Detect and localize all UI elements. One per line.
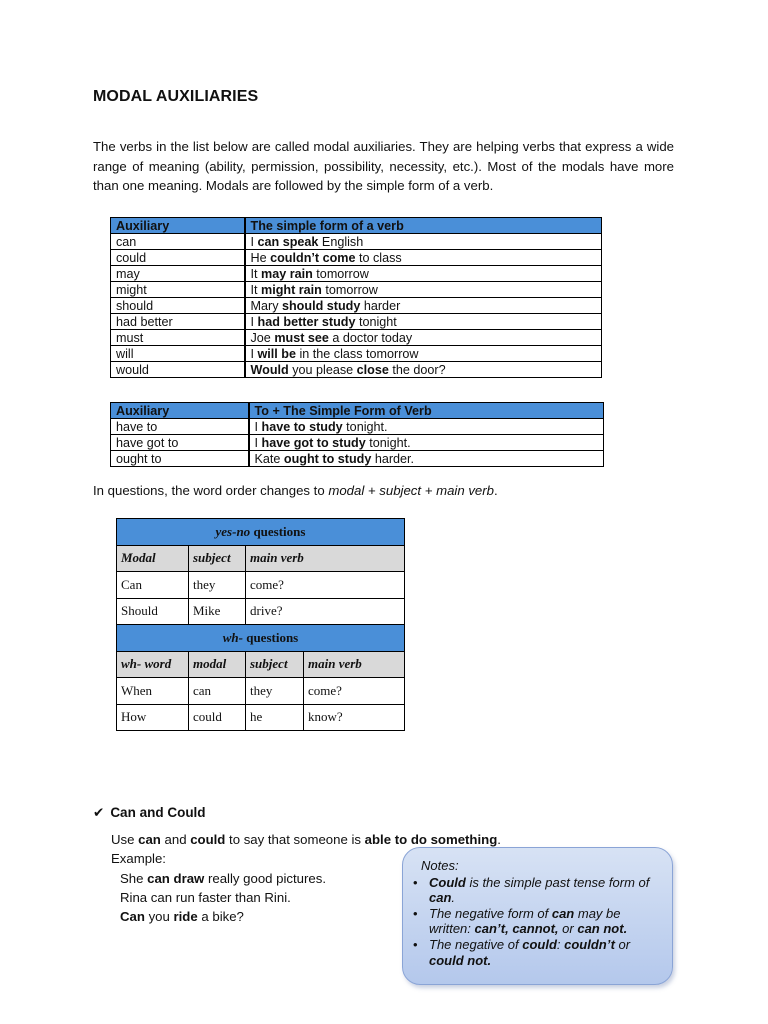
wh-header: wh- word (117, 651, 189, 678)
checkmark-icon: ✔ (93, 805, 105, 820)
table-cell: Mike (189, 598, 246, 625)
example-cell: I have to study tonight. (249, 419, 604, 435)
table-row (111, 298, 602, 314)
table-cell: they (246, 678, 304, 705)
page-title: MODAL AUXILIARIES (93, 88, 259, 105)
yes-no-header: main verb (246, 545, 405, 572)
table-row (111, 362, 602, 378)
example-cell: Mary should study harder (245, 298, 602, 314)
table-cell: drive? (246, 598, 405, 625)
table-cell: could (189, 704, 246, 731)
table-cell: he (246, 704, 304, 731)
example-sentence: She can draw really good pictures. (120, 871, 326, 886)
example-cell: He couldn’t come to class (245, 250, 602, 266)
note-item: • Could is the simple past tense form of can. (421, 875, 660, 906)
note-item: • The negative of could: couldn’t or could not. (421, 937, 660, 968)
header-auxiliary: Auxiliary (111, 218, 245, 234)
auxiliary-cell: might (111, 282, 245, 298)
auxiliary-cell: must (111, 330, 245, 346)
wh-title: wh- questions (117, 625, 405, 652)
table-cell: they (189, 572, 246, 599)
example-cell: I will be in the class tomorrow (245, 346, 602, 362)
header-auxiliary: Auxiliary (111, 403, 249, 419)
table-row (117, 598, 405, 625)
table-row (117, 704, 405, 731)
example-sentence: Rina can run faster than Rini. (120, 890, 291, 905)
table-cell: Should (117, 598, 189, 625)
table-row (111, 266, 602, 282)
questions-table (116, 518, 405, 731)
wh-header: subject (246, 651, 304, 678)
example-cell: I have got to study tonight. (249, 435, 604, 451)
example-label: Example: (111, 851, 166, 866)
table-cell: know? (304, 704, 405, 731)
header-simple-form: The simple form of a verb (245, 218, 602, 234)
table-row (111, 314, 602, 330)
table-cell: can (189, 678, 246, 705)
auxiliary-cell: can (111, 234, 245, 250)
auxiliary-cell: should (111, 298, 245, 314)
header-to-simple-form: To + The Simple Form of Verb (249, 403, 604, 419)
notes-box (402, 847, 673, 985)
example-cell: It might rain tomorrow (245, 282, 602, 298)
wh-header: modal (189, 651, 246, 678)
yes-no-header: Modal (117, 545, 189, 572)
table-cell: When (117, 678, 189, 705)
example-cell: Kate ought to study harder. (249, 451, 604, 467)
table-row (111, 330, 602, 346)
table-row (117, 678, 405, 705)
table-row (111, 282, 602, 298)
to-modal-table (110, 402, 604, 467)
table-row (111, 419, 604, 435)
intro-paragraph: The verbs in the list below are called modal auxiliaries. They are helping verbs that express a wide range of meaning (ability, permission, possibility, necessity, etc.). Most of the modals have more than one meaning. Modals are followed by the simple form of a verb. (93, 139, 674, 193)
table-row (111, 346, 602, 362)
auxiliary-cell: could (111, 250, 245, 266)
auxiliary-cell: would (111, 362, 245, 378)
example-cell: Would you please close the door? (245, 362, 602, 378)
auxiliary-cell: may (111, 266, 245, 282)
table-cell: come? (304, 678, 405, 705)
section-heading: ✔ Can and Could (93, 805, 206, 820)
table-row (111, 451, 604, 467)
question-order-line: In questions, the word order changes to modal + subject + main verb. (93, 483, 498, 498)
auxiliary-cell: have got to (111, 435, 249, 451)
yes-no-header: subject (189, 545, 246, 572)
notes-title: Notes: (421, 858, 459, 873)
usage-line: Use can and could to say that someone is able to do something. (111, 832, 501, 847)
table-cell: come? (246, 572, 405, 599)
example-cell: I had better study tonight (245, 314, 602, 330)
table-cell: Can (117, 572, 189, 599)
table-cell: How (117, 704, 189, 731)
auxiliary-cell: have to (111, 419, 249, 435)
wh-header: main verb (304, 651, 405, 678)
auxiliary-cell: will (111, 346, 245, 362)
table-row (111, 250, 602, 266)
example-cell: I can speak English (245, 234, 602, 250)
example-cell: It may rain tomorrow (245, 266, 602, 282)
table-row (117, 572, 405, 599)
example-sentence: Can you ride a bike? (120, 909, 244, 924)
table-row (111, 435, 604, 451)
yes-no-title: yes-no questions (117, 519, 405, 546)
example-cell: Joe must see a doctor today (245, 330, 602, 346)
auxiliary-cell: had better (111, 314, 245, 330)
note-item: • The negative form of can may be written: can’t, cannot, or can not. (421, 906, 660, 937)
auxiliary-cell: ought to (111, 451, 249, 467)
table-row (111, 234, 602, 250)
modal-table (110, 217, 602, 378)
